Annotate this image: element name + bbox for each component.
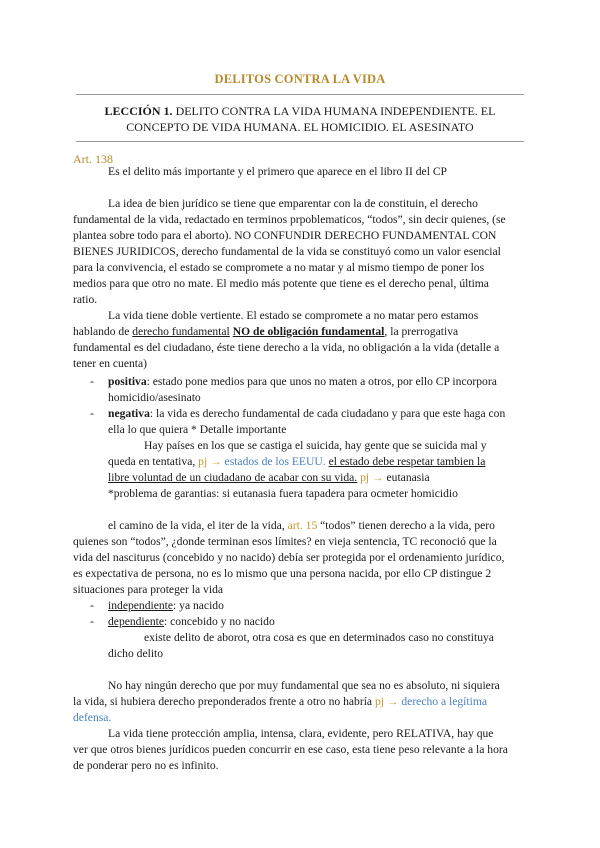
paragraph-4-line: quienes son “todos”, ¿donde terminan esos límites? en vieja sentencia, TC reconoció que la	[73, 535, 497, 548]
bullet-independiente: independiente: ya nacido	[108, 599, 224, 612]
pj-arrow: pj →	[360, 471, 384, 484]
pj-arrow: pj →	[374, 695, 399, 708]
bullet-negativa: negativa: la vida es derecho fundamental de cada ciudadano y para que este haga con	[108, 407, 506, 420]
paragraph-3-line: hablando de derecho fundamental NO de obligación fundamental, la prerrogativa	[73, 325, 459, 338]
sub-paragraph-line: queda en tentativa, pj → estados de los EEUU. el estado debe respetar tambien la	[108, 455, 486, 468]
bullet-positiva-cont: homicidio/asesinato	[108, 391, 201, 404]
positiva-label: positiva	[108, 375, 147, 388]
paragraph-6-line: La vida tiene protección amplia, intensa, clara, evidente, pero RELATIVA, hay que	[108, 727, 494, 740]
bullet-dash: -	[90, 407, 94, 420]
lesson-heading	[80, 103, 520, 135]
paragraph-2-line: fundamental de la vida, redactado en terminos prpoblematicos, “todos”, sin decir quienes, (se	[73, 213, 506, 226]
paragraph-2-line: plantea sobre todo para el aborto). NO CONFUNDIR DERECHO FUNDAMENTAL CON	[73, 229, 497, 242]
paragraph-2-line: BIENES JURIDICOS, derecho fundamental de la vida se constituyó como un valor esencial	[73, 245, 501, 258]
paragraph-5-line: la vida, si hubiera derecho preponderados frente a otro no habría pj → derecho a legítima	[73, 695, 488, 708]
sub-2-line: existe delito de aborot, otra cosa es que en determinados caso no constituya	[144, 631, 494, 644]
paragraph-6-line: ver que otros bienes jurídicos pueden concurrir en ese caso, esta tiene peso relevante a la hora	[73, 743, 508, 756]
bullet-dash: -	[90, 375, 94, 388]
paragraph-2-line: La idea de bien jurídico se tiene que emparentar con la de constituin, el derecho	[108, 197, 478, 210]
sub-2-line: dicho delito	[108, 647, 164, 660]
paragraph-4-line: es expectativa de persona, no es lo mismo que una persona nacida, por ello CP distingue 2	[73, 567, 492, 580]
link-art-15[interactable]: art. 15	[287, 519, 318, 532]
link-legitima-defensa-cont[interactable]: defensa.	[73, 711, 112, 724]
title-rule	[76, 94, 524, 95]
paragraph-2-line: ratio.	[73, 293, 98, 306]
paragraph-4-line: vida del nasciturus (concebido y no nacido) debía ser protegida por el ordenamiento jurídico,	[73, 551, 505, 564]
paragraph-2-line: medios para que otro no mate. El medio más potente que tiene es el derecho penal, última	[73, 277, 489, 290]
paragraph-6-line: de ponderar pero no es infinito.	[73, 759, 219, 772]
lesson-line-1: DELITO CONTRA LA VIDA HUMANA INDEPENDIENTE. EL	[172, 104, 496, 118]
paragraph-4-line: el camino de la vida, el iter de la vida, art. 15 “todos” tienen derecho a la vida, pero	[108, 519, 495, 532]
paragraph-3-line: fundamental es del ciudadano, éste tiene derecho a la vida, no obligación a la vida (detalle a	[73, 341, 500, 354]
lesson-label: LECCIÓN 1.	[104, 104, 173, 118]
paragraph-3-line: La vida tiene doble vertiente. El estado se compromete a no matar pero estamos	[108, 309, 479, 322]
document-title: DELITOS CONTRA LA VIDA	[214, 72, 386, 86]
sub-paragraph-line: *problema de garantias: si eutanasia fuera tapadera para ocmeter homicidio	[108, 487, 458, 500]
negativa-label: negativa	[108, 407, 150, 420]
bullet-dependiente: dependiente: concebido y no nacido	[108, 615, 275, 628]
lesson-line-2: CONCEPTO DE VIDA HUMANA. EL HOMICIDIO. EL ASESINATO	[126, 120, 474, 134]
no-obligacion-bold-underlined: NO de obligación fundamental	[232, 325, 385, 338]
link-legitima-defensa[interactable]: derecho a legítima	[398, 695, 488, 708]
paragraph-5-line	[73, 710, 111, 726]
paragraph-2-line: para la convivencia, el estado se compromete a no matar y al mismo tiempo de poner los	[73, 261, 485, 274]
paragraph-4-line: situaciones para proteger la vida	[73, 583, 224, 596]
sub-paragraph-line: libre voluntad de un ciudadano de acabar con su vida. pj → eutanasia	[108, 471, 430, 484]
bullet-dash: -	[90, 599, 94, 612]
sub-paragraph-line: Hay países en los que se castiga el suicida, hay gente que se suicida mal y	[144, 439, 487, 452]
link-estados-eeuu[interactable]: estados de los EEUU.	[221, 455, 326, 468]
bullet-dash: -	[90, 615, 94, 628]
derecho-fundamental-underlined: derecho fundamental	[132, 325, 230, 338]
paragraph-5-line: No hay ningún derecho que por muy fundamental que sea no es absoluto, ni siquiera	[108, 679, 500, 692]
pj-arrow: pj →	[198, 455, 222, 468]
paragraph-3-line: tener en cuenta)	[73, 357, 148, 370]
bullet-negativa-cont: ella lo que quiera * Detalle importante	[108, 423, 287, 436]
paragraph-1: Es el delito más importante y el primero que aparece en el libro II del CP	[108, 165, 448, 178]
bullet-positiva: positiva: estado pone medios para que unos no maten a otros, por ello CP incorpora	[108, 375, 497, 388]
article-138-heading: Art. 138	[73, 152, 113, 166]
lesson-rule	[76, 141, 524, 142]
